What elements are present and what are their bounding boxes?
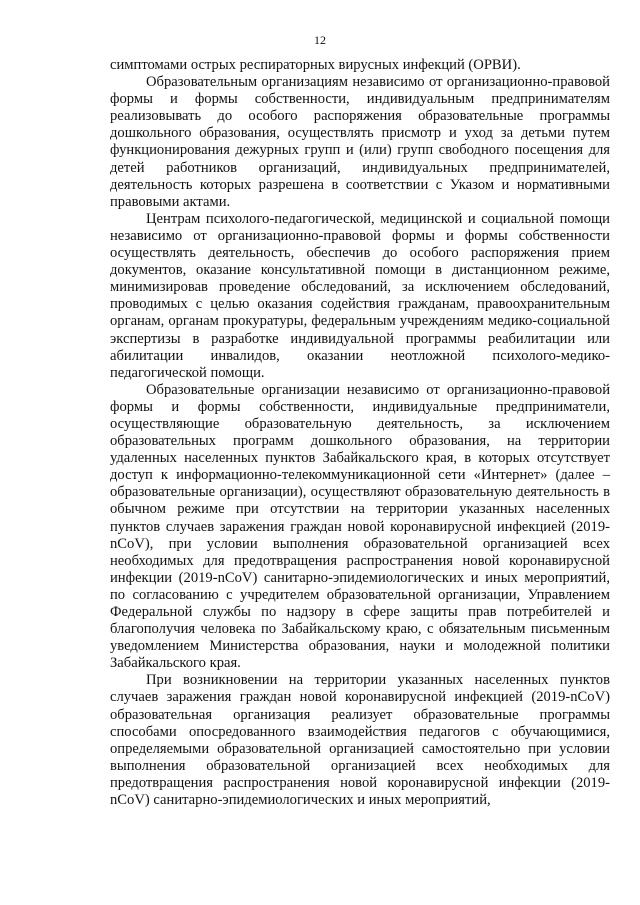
- paragraph: Центрам психолого-педагогической, медицинской и социальной помощи независимо от организационно-правовой формы и формы собственности осуществлять деятельность, обеспечив до особого распоряжения прием документов, оказание консультативной помощи в дистанционном режиме, минимизировав проведение обследований, за исключением обследований, проводимых с целью оказания содействия гражданам, правоохранительным органам, органам прокуратуры, федеральным учреждениям медико-социальной экспертизы в разработке индивидуальной программы реабилитации или абилитации инвалидов, оказании неотложной психолого-медико-педагогической помощи.: [110, 210, 610, 381]
- paragraph: симптомами острых респираторных вирусных инфекций (ОРВИ).: [110, 57, 521, 73]
- paragraph: Образовательным организациям независимо от организационно-правовой формы и формы собственности, индивидуальным предпринимателям реализовывать до особого распоряжения образовательные программы дошкольного образования, осуществлять присмотр и уход за детьми путем функционирования дежурных групп и (или) групп свободного посещения для детей работников организаций, индивидуальных предпринимателей, деятельность которых разрешена в соответствии с Указом и нормативными правовыми актами.: [110, 74, 610, 210]
- paragraph: При возникновении на территории указанных населенных пунктов случаев заражения граждан новой коронавирусной инфекцией (2019-nCoV) образовательная организация реализует образовательные программы способами опосредованного взаимодействия педагогов с обучающимися, определяемыми образовательной организацией самостоятельно при условии выполнения образовательной организацией всех необходимых для предотвращения распространения новой коронавирусной инфекции (2019-nCoV) санитарно-эпидемиологических и иных мероприятий,: [110, 672, 610, 809]
- document-body: [110, 57, 610, 809]
- page-number: 12: [314, 33, 326, 47]
- paragraph: Образовательные организации независимо от организационно-правовой формы и формы собственности, индивидуальные предприниматели, осуществляющие образовательную деятельность, за исключением образовательных программ дошкольного образования, на территории удаленных населенных пунктов Забайкальского края, в которых отсутствует доступ к информационно-телекоммуникационной сети «Интернет» (далее – образовательные организации), осуществляют образовательную деятельность в обычном режиме при отсутствии на территории указанных населенных пунктов случаев заражения граждан новой коронавирусной инфекцией (2019-nCoV), при условии выполнения образовательной организацией всех необходимых для предотвращения распространения новой коронавирусной инфекции (2019-nCoV) санитарно-эпидемиологических и иных мероприятий, по согласованию с учредителем образовательной организации, Управлением Федеральной службы по надзору в сфере защиты прав потребителей и благополучия человека по Забайкальскому краю, с обязательным письменным уведомлением Министерства образования, науки и молодежной политики Забайкальского края.: [110, 381, 610, 672]
